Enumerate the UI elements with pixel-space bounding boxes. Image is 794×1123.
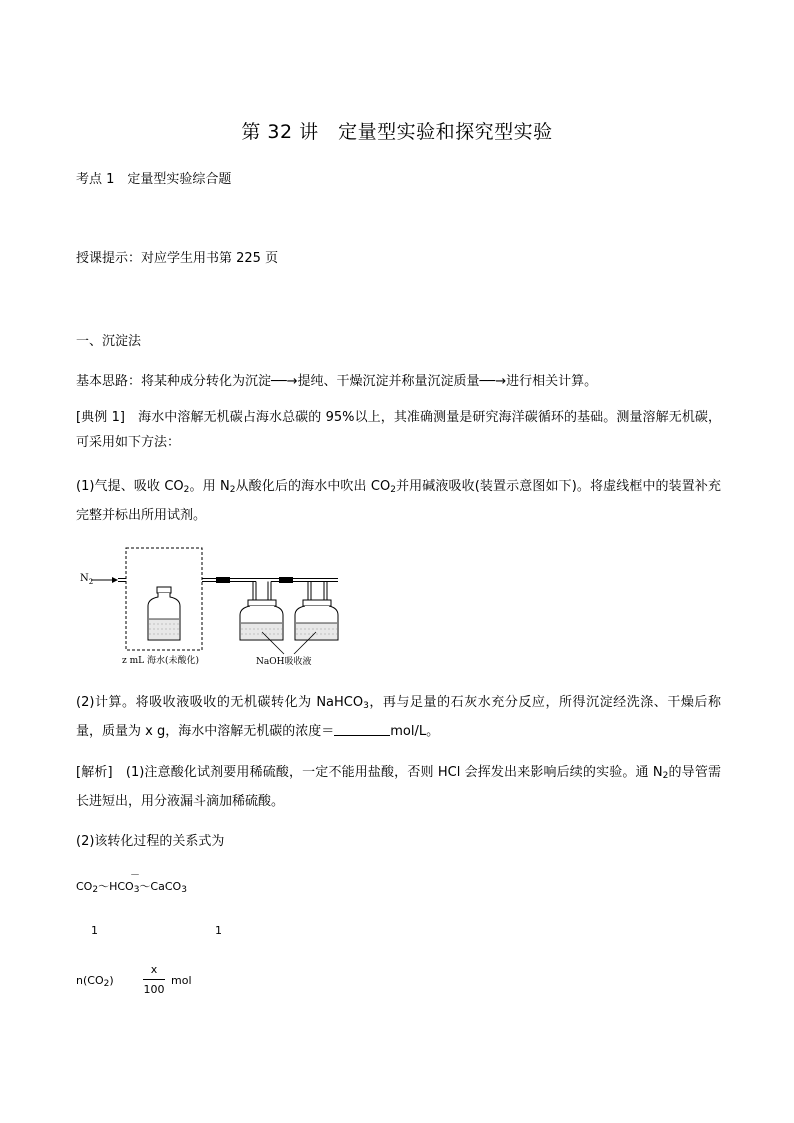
relation-heading: (2)该转化过程的关系式为: [76, 834, 225, 849]
q1-sub-n2: 2: [229, 485, 236, 495]
q1-text-d: 并用碱液吸收(装置示意图如下)。将虚线框中的装置补充完整并标出所用试剂。: [76, 479, 721, 523]
analysis-text-b: 的导管需长进短出，用分液漏斗滴加稀硫酸。: [76, 765, 721, 809]
q1-text-a: (1)气提、吸收 CO: [76, 479, 184, 494]
fraction-numerator: x: [150, 963, 158, 976]
page-title: 第 32 讲 定量型实验和探究型实验: [241, 121, 553, 143]
n-co2: [76, 974, 114, 989]
analysis-text-a: (1)注意酸化试剂要用稀硫酸，一定不能用盐酸，否则 HCl 会挥发出来影响后续的实验。通 N: [112, 765, 663, 780]
question-2: [76, 690, 721, 744]
naoh-label: NaOH吸收液: [256, 657, 312, 667]
shouke-tip: 授课提示：对应学生用书第 225 页: [76, 251, 279, 266]
seawater-label: z mL 海水(未酸化): [122, 656, 199, 666]
n2-label: $N_2$: [80, 573, 94, 586]
relation-sub-3: 3: [133, 885, 140, 895]
question-1: [76, 474, 721, 528]
hco3-charge: －: [130, 870, 140, 881]
fraction-bar: [143, 979, 165, 980]
fraction-denominator: 100: [143, 983, 165, 996]
relation-hco3: ～HCO: [98, 880, 134, 893]
example-text: 海水中溶解无机碳占海水总碳的 95%以上，其准确测量是研究海洋碳循环的基础。测量溶解无机碳，可采用如下方法：: [76, 410, 721, 450]
rubber-joint-1: [216, 577, 230, 583]
q1-sub-co2: 2: [183, 485, 190, 495]
q2-text-b: ，再与足量的石灰水充分反应，所得沉淀经洗涤、干燥后称量，质量为 x g，海水中溶解无机碳的浓度＝: [76, 695, 721, 739]
n-co2-a: n(CO: [76, 974, 104, 987]
q1-text-c: 从酸化后的海水中吹出 CO: [235, 479, 391, 494]
apparatus-figure: [76, 544, 366, 674]
basic-idea: 基本思路：将某种成分转化为沉淀──→提纯、干燥沉淀并称量沉淀质量──→进行相关计算。: [76, 374, 598, 389]
absorber-bottle-2: [295, 582, 338, 641]
q2-sub: 3: [363, 701, 369, 711]
example-tag: [典例 1]: [76, 410, 125, 425]
relation-caco3: ～CaCO: [139, 880, 182, 893]
analysis-paragraph: [76, 760, 721, 814]
example-paragraph: [76, 405, 721, 455]
analysis-sub: 2: [662, 771, 669, 781]
answer-blank[interactable]: [334, 723, 390, 736]
analysis-tag: [解析]: [76, 765, 113, 780]
ratio-left: 1: [91, 924, 98, 937]
relation-sub-2: 2: [92, 885, 99, 895]
relation-co2: CO: [76, 880, 93, 893]
section-heading: 一、沉淀法: [76, 334, 142, 349]
seawater-bottle: [148, 587, 180, 640]
n-co2-sub: 2: [103, 979, 110, 989]
q2-text-a: (2)计算。将吸收液吸收的无机碳转化为 NaHCO: [76, 695, 364, 710]
arrow-head: [112, 577, 118, 583]
mol-unit: mol: [171, 974, 192, 987]
rubber-joint-2: [279, 577, 293, 583]
n-co2-b: ): [109, 974, 114, 987]
q2-text-c: mol/L。: [390, 724, 440, 739]
q1-text-b: 。用 N: [189, 479, 230, 494]
q1-sub-co2-b: 2: [390, 485, 396, 495]
ratio-right: 1: [215, 924, 222, 937]
kaodian-heading: 考点 1 定量型实验综合题: [76, 172, 232, 187]
relation-sub-3b: 3: [181, 885, 187, 895]
